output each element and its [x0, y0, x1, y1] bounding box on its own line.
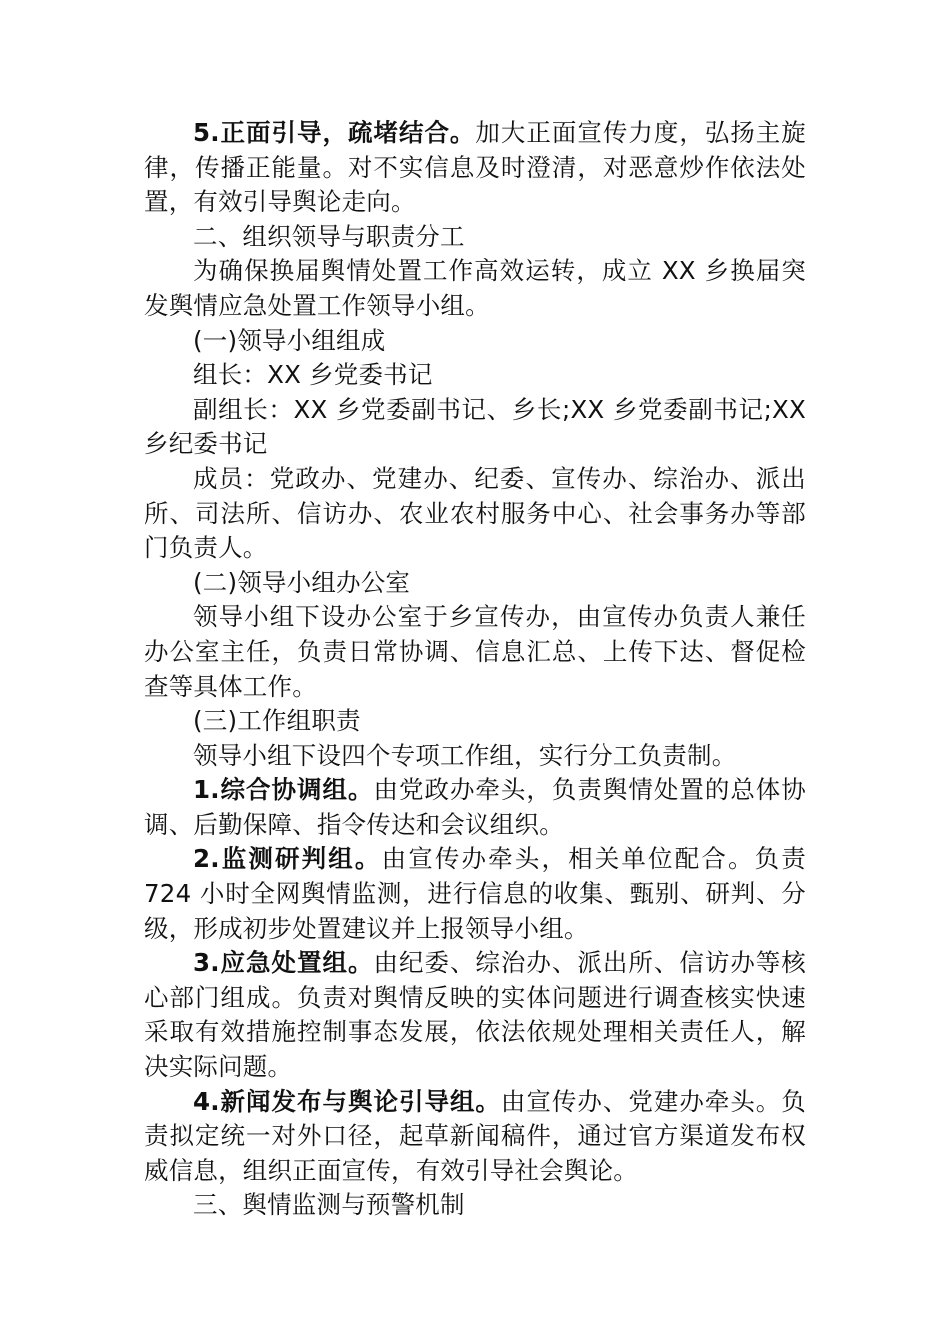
paragraph: [144, 773, 806, 842]
section-heading: [144, 1188, 806, 1223]
paragraph: [144, 393, 806, 462]
paragraph-text: 由纪委、综治办、派出所、信访办等核心部门组成。负责对舆情反映的实体问题进行调查核实快速采取有效措施控制事态发展，依法依规处理相关责任人，解决实际问题。: [144, 948, 806, 1082]
paragraph: [144, 462, 806, 566]
paragraph: [144, 946, 806, 1084]
paragraph-text: 领导小组下设办公室于乡宣传办，由宣传办负责人兼任办公室主任，负责日常协调、信息汇总、上传下达、督促检查等具体工作。: [144, 602, 806, 701]
paragraph-text: 为确保换届舆情处置工作高效运转，成立 XX 乡换届突发舆情应急处置工作领导小组。: [144, 256, 806, 320]
paragraph: [144, 600, 806, 704]
paragraph-text: 成员：党政办、党建办、纪委、宣传办、综治办、派出所、司法所、信访办、农业农村服务中心、社会事务办等部门负责人。: [144, 463, 806, 563]
paragraph-text: 二、组织领导与职责分工: [193, 221, 465, 251]
paragraph-text: 由党政办牵头，负责舆情处置的总体协调、后勤保障、指令传达和会议组织。: [144, 775, 806, 839]
paragraph-text: 由宣传办、党建办牵头。负责拟定统一对外口径，起草新闻稿件，通过官方渠道发布权威信息，组织正面宣传，有效引导社会舆论。: [144, 1086, 806, 1185]
paragraph-text: 加大正面宣传力度，弘扬主旋律，传播正能量。对不实信息及时澄清，对恶意炒作依法处置，有效引导舆论走向。: [144, 118, 806, 217]
paragraph: [144, 739, 806, 774]
paragraph-text: 副组长：XX 乡党委副书记、乡长;XX 乡党委副书记;XX 乡纪委书记: [144, 394, 806, 459]
paragraph-lead: 2.监测研判组。: [193, 844, 382, 874]
section-heading: [144, 220, 806, 255]
paragraph-text: (一)领导小组组成: [193, 325, 386, 355]
paragraph: [144, 116, 806, 220]
paragraph-text: 组长：XX 乡党委书记: [193, 360, 433, 390]
paragraph-lead: 5.正面引导，疏堵结合。: [193, 118, 476, 147]
paragraph-text: 由宣传办牵头，相关单位配合。负责724 小时全网舆情监测，进行信息的收集、甄别、研判、分级，形成初步处置建议并上报领导小组。: [144, 844, 806, 943]
paragraph: [144, 254, 806, 323]
subsection-heading: [144, 566, 806, 601]
paragraph: [144, 358, 806, 393]
paragraph: [144, 842, 806, 946]
paragraph-text: (三)工作组职责: [193, 706, 361, 736]
paragraph-lead: 4.新闻发布与舆论引导组。: [193, 1086, 501, 1116]
paragraph: [144, 1085, 806, 1189]
paragraph-lead: 1.综合协调组。: [193, 775, 374, 805]
document-body: [144, 116, 806, 1223]
paragraph-text: 领导小组下设四个专项工作组，实行分工负责制。: [193, 740, 737, 770]
paragraph-text: (二)领导小组办公室: [193, 567, 411, 597]
subsection-heading: [144, 704, 806, 739]
subsection-heading: [144, 324, 806, 359]
paragraph-text: 三、舆情监测与预警机制: [193, 1190, 465, 1220]
paragraph-lead: 3.应急处置组。: [193, 948, 374, 978]
